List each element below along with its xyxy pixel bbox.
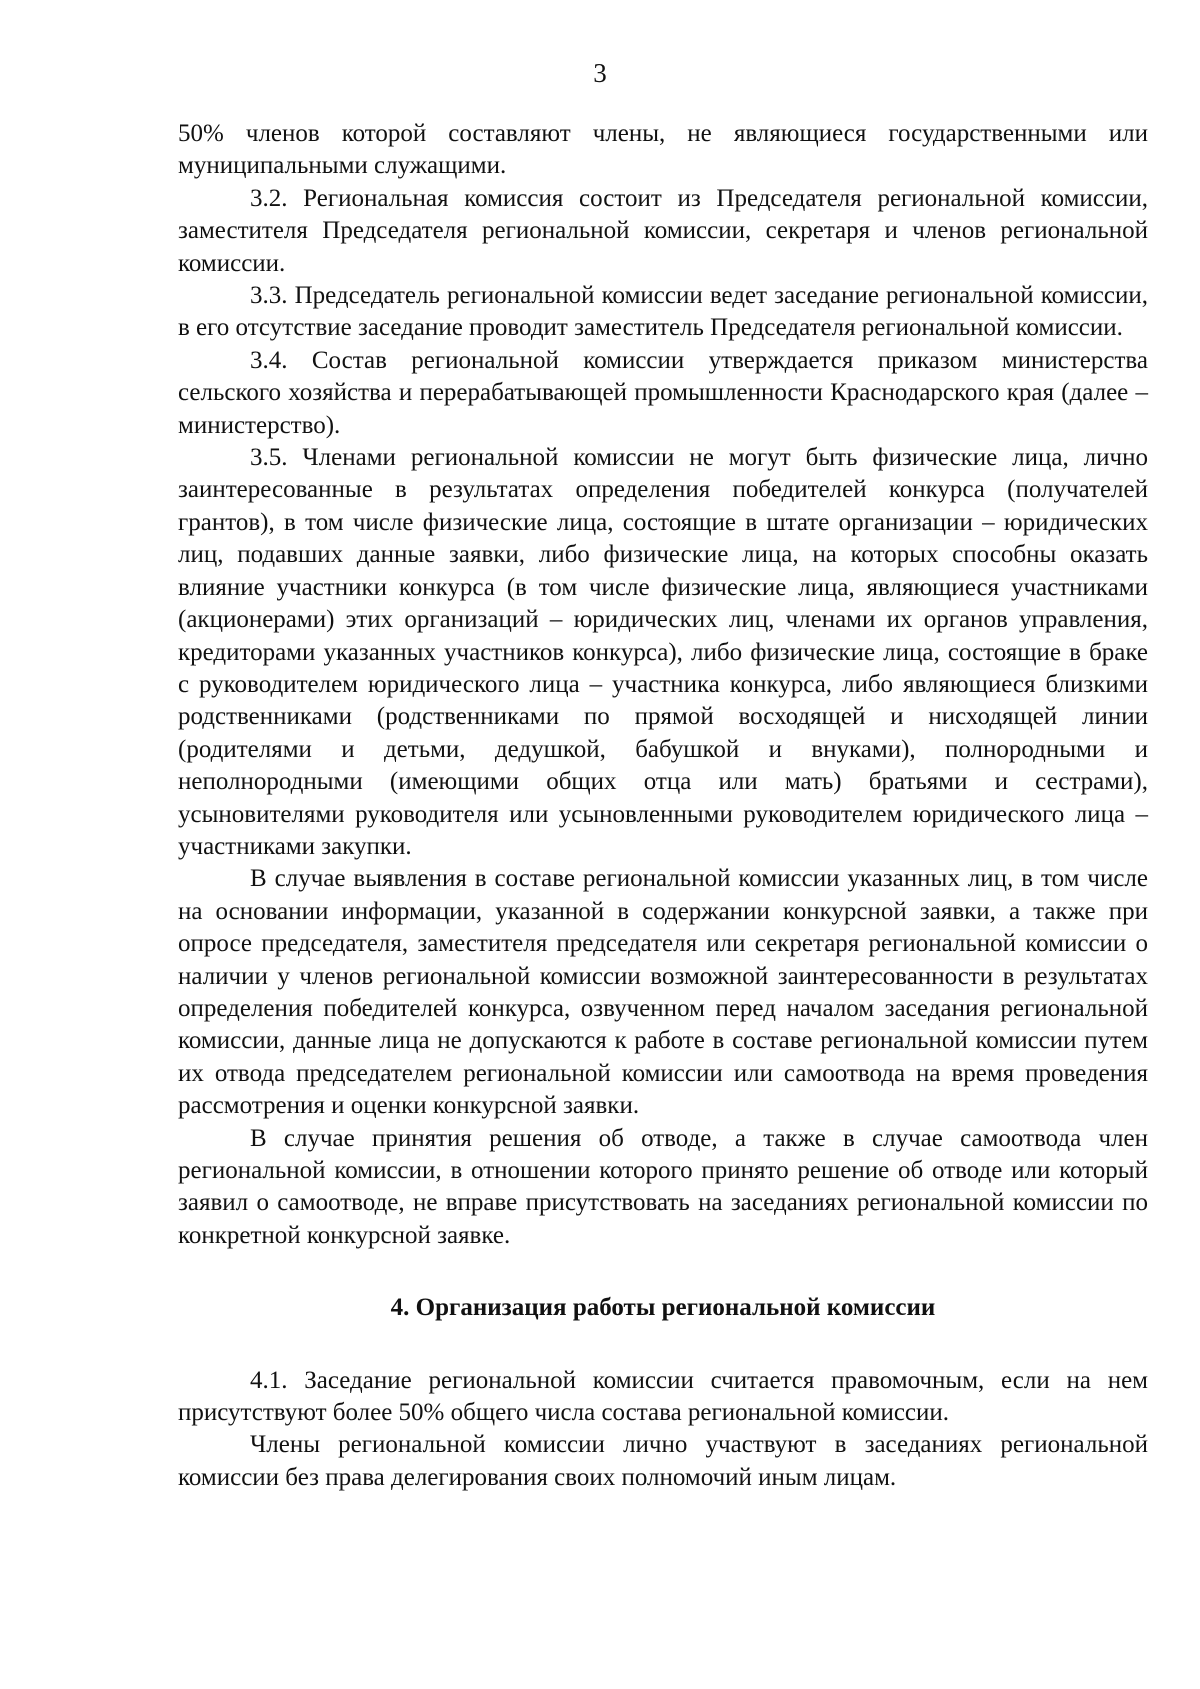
paragraph-3-5: 3.5. Членами региональной комиссии не могут быть физические лица, лично заинтересованные в результатах определения победителей конкурса (получателей грантов), в том числе физические лица, состоящие в штате организации – юридических лиц, подавших данные заявки, либо физические лица, на которых способны оказать влияние участники конкурса (в том числе физические лица, являющиеся участниками (акционерами) этих организаций – юридических лиц, членами их органов управления, кредиторами указанных участников конкурса), либо физические лица, состоящие в браке с руководителем юридического лица – участника конкурса, либо являющиеся близкими родственниками (родственниками по прямой восходящей и нисходящей линии (родителями и детьми, дедушкой, бабушкой и внуками), полнородными и неполнородными (имеющими общих отца или мать) братьями и сестрами), усыновителями руководителя или усыновленными руководителем юридического лица – участниками закупки.	[178, 444, 1148, 860]
paragraph-4-1: 4.1. Заседание региональной комиссии считается правомочным, если на нем присутствуют более 50% общего числа состава региональной комиссии.	[178, 1366, 1148, 1427]
section-heading: 4. Организация работы региональной комиссии	[390, 1294, 936, 1322]
paragraph-continuation: 50% членов которой составляют члены, не являющиеся государственными или муниципальными служащими.	[178, 120, 1148, 180]
paragraph-recusal: В случае принятия решения об отводе, а также в случае самоотвода член региональной комиссии, в отношении которого принято решение об отводе или который заявил о самоотводе, не вправе присутствовать на заседаниях региональной комиссии по конкретной конкурсной заявке.	[178, 1124, 1148, 1249]
paragraph-3-4: 3.4. Состав региональной комиссии утверждается приказом министерства сельского хозяйства и перерабатывающей промышленности Краснодарского края (далее – министерство).	[178, 346, 1148, 439]
paragraph-3-3: 3.3. Председатель региональной комиссии ведет заседание региональной комиссии, в его отсутствие заседание проводит заместитель Председателя региональной комиссии.	[178, 282, 1148, 342]
paragraph-disclosure: В случае выявления в составе региональной комиссии указанных лиц, в том числе на основании информации, указанной в содержании конкурсной заявки, а также при опросе председателя, заместителя председателя или секретаря региональной комиссии о наличии у членов региональной комиссии возможной заинтересованности в результатах определения победителей конкурса, озвученном перед началом заседания региональной комиссии, данные лица не допускаются к работе в составе региональной комиссии путем их отвода председателем региональной комиссии или самоотвода на время проведения рассмотрения и оценки конкурсной заявки.	[178, 865, 1148, 1120]
paragraph-3-2: 3.2. Региональная комиссия состоит из Председателя региональной комиссии, заместителя Председателя региональной комиссии, секретаря и членов региональной комиссии.	[178, 184, 1148, 277]
page-number: 3	[593, 58, 607, 88]
document-body	[178, 118, 1148, 1494]
paragraph-members-participation: Члены региональной комиссии лично участвуют в заседаниях региональной комиссии без права делегирования своих полномочий иным лицам.	[178, 1431, 1148, 1491]
